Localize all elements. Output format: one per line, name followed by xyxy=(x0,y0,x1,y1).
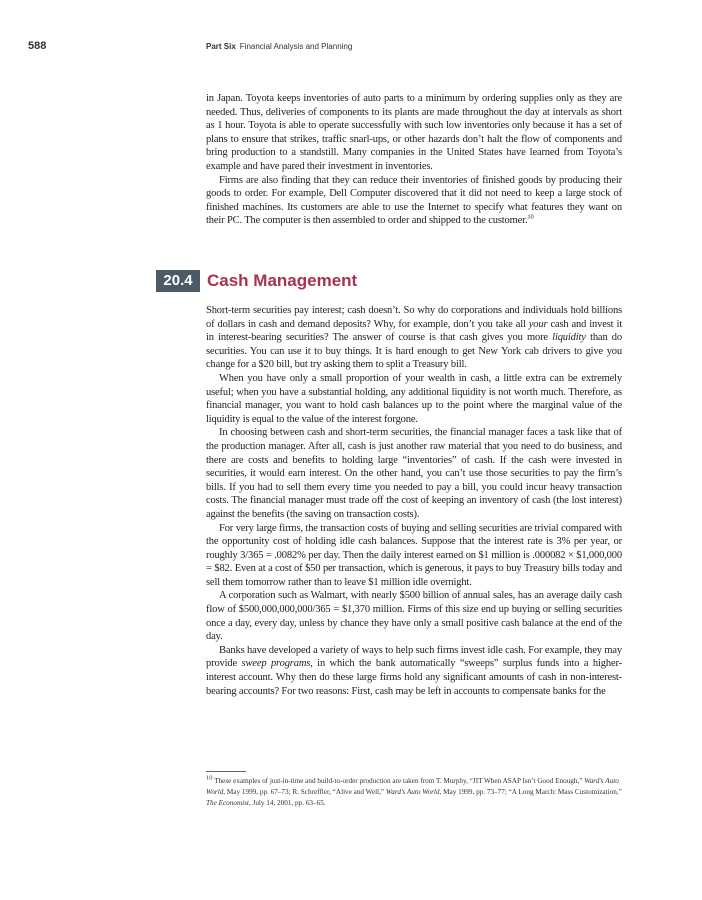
publication-title: Ward’s Auto World, xyxy=(385,788,442,796)
publication-title: Ward’s Auto World, xyxy=(206,777,619,796)
footnote-number: 10 xyxy=(206,774,213,782)
intro-text xyxy=(206,92,622,228)
text-run: in which the bank automatically “sweeps” surplus funds into a higher-interest account. Why then do these large firms hold any significant amounts of cash in non-interest-bearing accounts? For two reasons: First, cash may be left in accounts to compensate banks for the xyxy=(206,658,622,697)
footnote-ref[interactable]: 10 xyxy=(527,213,534,221)
running-header xyxy=(206,42,352,51)
footnote-divider xyxy=(206,771,246,772)
paragraph: In choosing between cash and short-term securities, the financial manager faces a task like that of the production manager. After all, cash is just another raw material that you need to do business, and there are costs and benefits to holding large “inventories” of cash. If the cash were invested in securities, it would earn interest. On the other hand, you can’t use those securities to pay the firm’s bills. If you had to sell them every time you needed to pay a bill, you could incur heavy transaction costs. The financial manager must trade off the cost of keeping an inventory of cash (the lost interest) against the benefits (the saving on transaction costs). xyxy=(206,427,622,520)
paragraph: A corporation such as Walmart, with nearly $500 billion of annual sales, has an average daily cash flow of $500,000,000,000/365 = $1,370 million. Firms of this size end up buying or selling securities once a day, every day, unless by chance they have only a small positive cash balance at the end of the day. xyxy=(206,590,622,643)
footnote xyxy=(206,776,622,809)
emphasis: your xyxy=(528,318,548,330)
section-number-badge: 20.4 xyxy=(156,270,200,292)
text-run: cash and invest it in interest-bearing securities? The answer of course is that cash gives you more xyxy=(206,318,622,344)
paragraph: When you have only a small proportion of your wealth in cash, a little extra can be extremely useful; when you have a substantial holding, any additional liquidity is not worth much. Therefore, as financial manager, you want to hold cash balances up to the point where the marginal value of the liquidity is equal to the value of the interest forgone. xyxy=(206,372,622,425)
emphasis: liquidity xyxy=(552,332,586,344)
section-title: Cash Management xyxy=(207,271,358,290)
paragraph: For very large firms, the transaction costs of buying and selling securities are trivial compared with the opportunity cost of holding idle cash balances. Suppose that the interest rate is 3% per year, or roughly 3/365 = .0082% per day. Then the daily interest earned on $1 million is .000082 × $1,000,000 = $82. Even at a cost of $50 per transaction, which is generous, it pays to buy Treasury bills today and sell them tomorrow rather than to leave $1 million idle overnight. xyxy=(206,522,622,588)
footnote-text xyxy=(206,776,622,809)
text-run: These examples of just-in-time and build-to-order production are taken from T. Murphy, “JIT When ASAP Isn’t Good Enough,” xyxy=(212,777,585,785)
paragraph xyxy=(206,644,622,698)
paragraph xyxy=(206,304,622,372)
text-run: July 14, 2001, pp. 63–65. xyxy=(250,799,326,807)
section-body xyxy=(206,304,622,698)
text-run: Short-term securities pay interest; cash doesn’t. So why do corporations and individuals hold billions of dollars in cash and demand deposits? Why, for example, don’t you take all xyxy=(206,305,622,330)
key-term: sweep programs, xyxy=(241,658,313,670)
publication-title: The Economist, xyxy=(206,799,251,807)
paragraph: in Japan. Toyota keeps inventories of auto parts to a minimum by ordering supplies only as they are needed. Thus, deliveries of components to its plants are made throughout the day at intervals as short as 1 hour. Toyota is able to operate successfully with such low inventories only because it has a set of plans to ensure that strikes, traffic snarl-ups, or other hazards don’t halt the flow of components and bring production to a standstill. Many companies in the United States have learned from Toyota’s example and have pared their investment in inventories. xyxy=(206,93,622,172)
part-label: Part Six xyxy=(206,42,236,51)
page-number: 588 xyxy=(28,40,47,52)
text-run: May 1999, pp. 67–73; R. Schreffler, “Alive and Well,” xyxy=(225,788,386,796)
paragraph-text: Firms are also finding that they can reduce their inventories of finished goods by producing their goods to order. For example, Dell Computer discovered that it did not need to keep a large stock of finished machines. Its customers are able to use the Internet to specify what features they want on their PC. The computer is then assembled to order and shipped to the customer. xyxy=(206,174,622,227)
text-run: May 1999, pp. 73–77; “A Long March: Mass Customization,” xyxy=(441,788,622,796)
part-title: Financial Analysis and Planning xyxy=(239,42,353,51)
paragraph xyxy=(206,174,622,228)
text-run: than do securities. You can use it to buy things. It is hard enough to get New York cab drivers to give you change for a $20 bill, but try asking them to split a Treasury bill. xyxy=(206,332,622,371)
text-run: Banks have developed a variety of ways to help such firms invest idle cash. For example, they may provide xyxy=(206,644,622,670)
